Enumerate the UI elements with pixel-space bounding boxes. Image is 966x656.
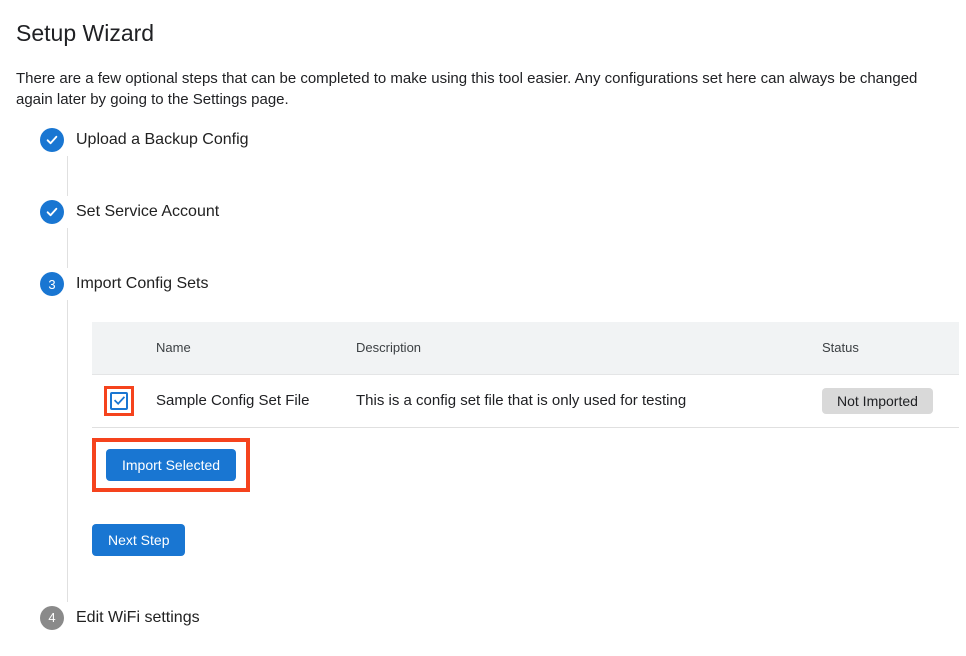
- step-label-set-service-account: Set Service Account: [76, 203, 220, 220]
- step-import-config-sets: [16, 272, 950, 296]
- status-badge: Not Imported: [822, 388, 933, 414]
- step-connector: [67, 228, 950, 268]
- next-step-button[interactable]: Next Step: [92, 524, 185, 556]
- step-number-icon: 4: [40, 606, 64, 630]
- import-selected-button[interactable]: Import Selected: [106, 449, 236, 481]
- checkbox-column-header: [92, 322, 140, 374]
- page-title: Setup Wizard: [16, 20, 155, 46]
- check-icon: [40, 200, 64, 224]
- annotation-highlight-box: [104, 386, 134, 416]
- config-set-checkbox[interactable]: [110, 392, 128, 410]
- table-row: [92, 374, 959, 427]
- setup-stepper: [16, 128, 950, 630]
- step-label-import-config-sets: Import Config Sets: [76, 275, 209, 292]
- step-upload-backup-config: [16, 128, 950, 152]
- check-icon: [40, 128, 64, 152]
- step-connector: [67, 156, 950, 196]
- status-column-header: Status: [806, 322, 959, 374]
- checkmark-icon: [113, 394, 126, 407]
- step-set-service-account: [16, 200, 950, 224]
- config-sets-table: [92, 322, 959, 428]
- annotation-highlight-box: [92, 438, 250, 492]
- intro-text: There are a few optional steps that can be completed to make using this tool easier. Any configurations set here can always be changed again later by going to the Settings page.: [16, 70, 918, 108]
- step-label-upload-backup-config: Upload a Backup Config: [76, 131, 249, 148]
- step-number-icon: 3: [40, 272, 64, 296]
- import-config-sets-content: [67, 300, 950, 602]
- step-label-edit-wifi-settings: Edit WiFi settings: [76, 608, 200, 626]
- step-edit-wifi-settings: [16, 606, 950, 630]
- table-header-row: [92, 322, 959, 374]
- name-column-header: Name: [140, 322, 340, 374]
- config-set-name: Sample Config Set File: [140, 374, 340, 427]
- description-column-header: Description: [340, 322, 806, 374]
- config-set-description: This is a config set file that is only used for testing: [340, 374, 806, 427]
